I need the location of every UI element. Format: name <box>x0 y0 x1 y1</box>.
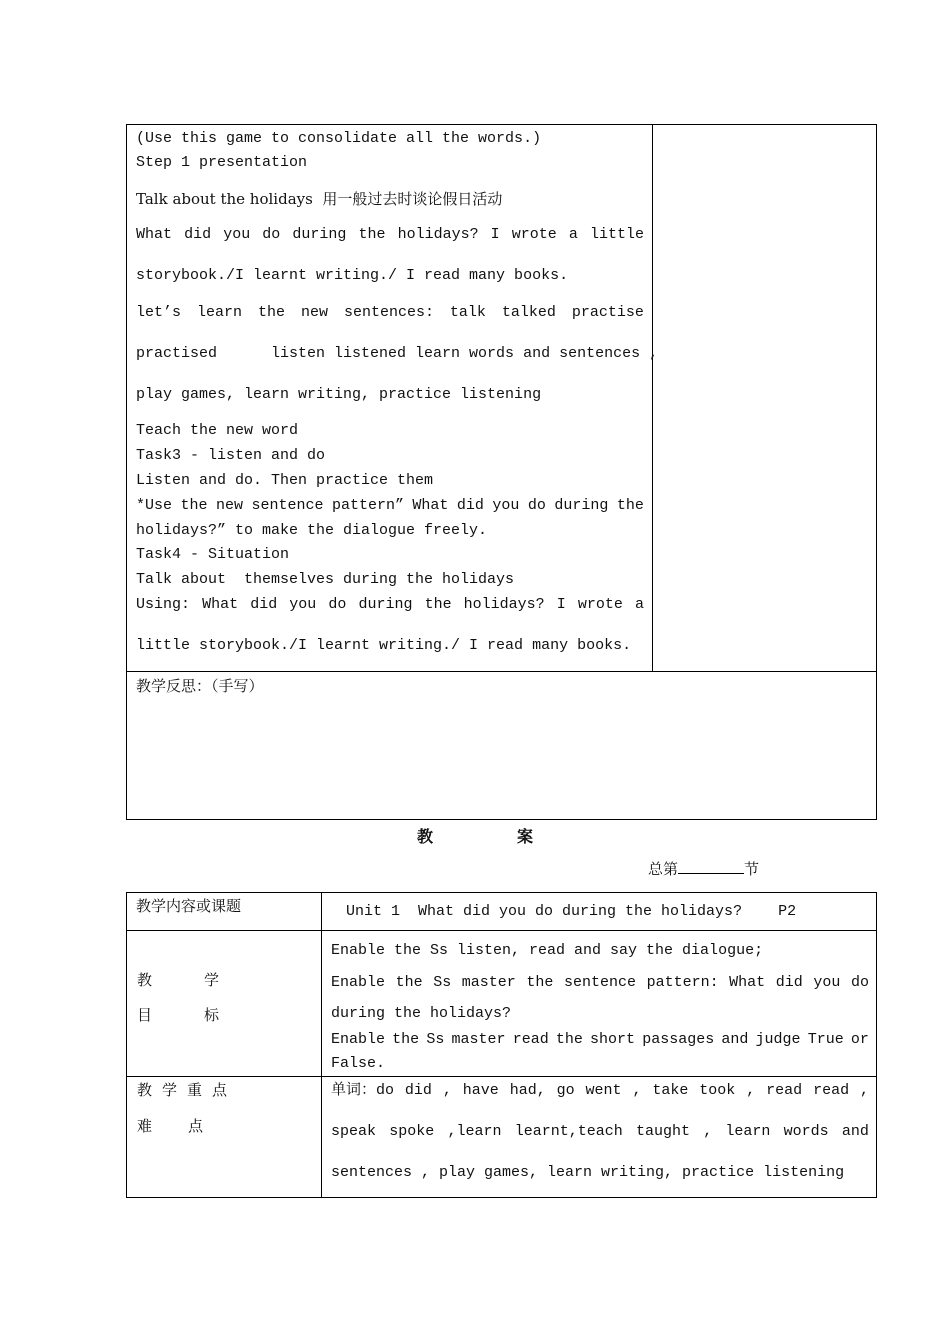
reflection-label: 教学反思：（手写） <box>136 677 264 695</box>
word: during <box>358 596 413 613</box>
counter-suffix: 节 <box>744 860 760 878</box>
topic-label: 教学内容或课题 <box>136 897 242 915</box>
label-char: 教 <box>137 971 153 989</box>
word: pattern: <box>646 974 719 991</box>
plan-line: Talk about themselves during the holidays <box>136 571 515 588</box>
word: did <box>456 497 484 514</box>
plan-line: Task3 - listen and do <box>136 447 326 464</box>
objectives-row <box>127 931 876 1077</box>
lesson-counter <box>648 858 759 879</box>
word: read <box>766 1082 803 1099</box>
page-title <box>0 824 950 844</box>
word: What <box>136 226 173 243</box>
word: the <box>395 974 423 991</box>
word: or <box>850 1031 869 1048</box>
word: and <box>841 1123 869 1140</box>
word: sentences: <box>343 304 434 321</box>
label-char: 教 <box>137 1081 153 1099</box>
word: spoke <box>389 1123 435 1140</box>
word: a <box>634 596 644 613</box>
plan-line: little storybook./I learnt writing./ I read many books. <box>136 637 632 654</box>
word: the <box>616 497 644 514</box>
word: , <box>632 1082 642 1099</box>
plan-line: Task4 - Situation <box>136 546 290 563</box>
word: wrote <box>511 226 557 243</box>
word: you <box>492 497 520 514</box>
word: Using: <box>136 596 191 613</box>
topic-value-cell <box>322 893 876 930</box>
word: 单词：do <box>331 1082 395 1099</box>
plan-line-justified <box>136 304 644 322</box>
label-char: 点 <box>187 1117 203 1135</box>
word: I <box>556 596 566 613</box>
word: the <box>180 497 208 514</box>
reflection-cell <box>127 671 876 819</box>
key-label-line <box>137 1081 227 1099</box>
word: True <box>807 1031 844 1048</box>
counter-prefix: 总第 <box>648 860 679 878</box>
word: Enable <box>331 974 386 991</box>
word: master <box>461 974 516 991</box>
word: What <box>729 974 766 991</box>
topic-label-cell <box>127 893 322 930</box>
word: the <box>424 596 452 613</box>
word: learn <box>196 304 242 321</box>
word: Enable <box>331 1031 386 1048</box>
word: little <box>589 226 644 243</box>
word: ,learn <box>447 1123 502 1140</box>
objectives-label-line <box>137 1006 219 1024</box>
word: judge <box>755 1031 801 1048</box>
topic-value: Unit 1 What did you do during the holidays? P2 <box>346 903 797 920</box>
plan-line-justified <box>136 497 644 515</box>
word: speak <box>331 1123 377 1140</box>
word: short <box>590 1031 636 1048</box>
objective-line: during the holidays? <box>331 1005 512 1022</box>
word: , <box>859 1082 869 1099</box>
word: learn <box>725 1123 771 1140</box>
word: *Use <box>136 497 173 514</box>
objectives-cell <box>322 931 876 1076</box>
word: went <box>585 1082 622 1099</box>
key-points-row <box>127 1077 876 1197</box>
word: have <box>462 1082 499 1099</box>
word: What <box>202 596 239 613</box>
word: the <box>555 1031 583 1048</box>
label-char: 难 <box>137 1117 153 1135</box>
plan-line-justified <box>136 226 644 244</box>
word: took <box>699 1082 736 1099</box>
word: Ss <box>426 1031 445 1048</box>
lesson-info-table <box>126 892 877 1198</box>
plan-line: (Use this game to consolidate all the words.) <box>136 130 542 147</box>
word: , <box>746 1082 756 1099</box>
word: the <box>257 304 285 321</box>
word: sentence <box>251 497 324 514</box>
key-point-line-justified <box>331 1082 869 1100</box>
word: did <box>404 1082 432 1099</box>
plan-line: storybook./I learnt writing./ I read many books. <box>136 267 569 284</box>
title-char: 案 <box>517 827 534 846</box>
word: pattern” <box>331 497 404 514</box>
plan-line: Step 1 presentation <box>136 154 308 171</box>
notes-cell <box>653 125 876 671</box>
word: Ss <box>433 974 452 991</box>
word: talked <box>501 304 556 321</box>
plan-line: play games, learn writing, practice listening <box>136 386 542 403</box>
word: do <box>328 596 347 613</box>
word: had, <box>509 1082 546 1099</box>
word: during <box>292 226 347 243</box>
objectives-label-line <box>137 971 219 989</box>
topic-row <box>127 893 876 931</box>
objective-line: Enable the Ss listen, read and say the dialogue; <box>331 942 764 959</box>
word: taught <box>635 1123 690 1140</box>
word: take <box>652 1082 689 1099</box>
title-char: 教 <box>417 827 434 846</box>
counter-blank <box>678 859 744 874</box>
word: and <box>721 1031 749 1048</box>
key-label-line <box>137 1117 203 1135</box>
label-char: 目 <box>137 1006 153 1024</box>
word: holidays? <box>397 226 479 243</box>
plan-line: holidays?” to make the dialogue freely. <box>136 522 488 539</box>
word: What <box>412 497 449 514</box>
word: words <box>783 1123 829 1140</box>
word: a <box>568 226 578 243</box>
word: let’s <box>136 304 182 321</box>
objective-line: False. <box>331 1055 386 1072</box>
word: did <box>775 974 803 991</box>
plan-line: Teach the new word <box>136 422 299 439</box>
plan-line: Talk about the holidays 用一般过去时谈论假日活动 <box>136 190 503 208</box>
label-char: 学 <box>203 971 219 989</box>
word: practise <box>571 304 644 321</box>
plan-line-justified <box>136 596 644 614</box>
objective-line-justified <box>331 1031 869 1049</box>
word: do <box>262 226 281 243</box>
key-point-line: sentences , play games, learn writing, practice listening <box>331 1164 845 1181</box>
word: master <box>451 1031 506 1048</box>
key-point-line-justified <box>331 1123 869 1141</box>
word: wrote <box>577 596 623 613</box>
key-points-cell <box>322 1077 876 1197</box>
word: read <box>512 1031 549 1048</box>
word: you <box>289 596 317 613</box>
word: , <box>703 1123 713 1140</box>
label-char: 学 <box>161 1081 177 1099</box>
word: the <box>358 226 386 243</box>
word: during <box>554 497 609 514</box>
label-char: 点 <box>211 1081 227 1099</box>
word: do <box>527 497 546 514</box>
word: read <box>813 1082 850 1099</box>
word: new <box>300 304 328 321</box>
word: new <box>215 497 243 514</box>
plan-line: Listen and do. Then practice them <box>136 472 434 489</box>
label-char: 重 <box>186 1081 202 1099</box>
word: do <box>850 974 869 991</box>
word: holidays? <box>463 596 545 613</box>
lesson-plan-table-continued <box>126 124 877 820</box>
word: I <box>490 226 500 243</box>
word: talk <box>449 304 486 321</box>
word: did <box>184 226 212 243</box>
word: learnt,teach <box>514 1123 623 1140</box>
plan-line: practised listen listened learn words and sentences , <box>136 345 659 362</box>
objectives-label-cell <box>127 931 322 1076</box>
word: you <box>223 226 251 243</box>
word: passages <box>642 1031 715 1048</box>
label-char: 标 <box>203 1006 219 1024</box>
word: go <box>556 1082 575 1099</box>
word: did <box>250 596 278 613</box>
objective-line-justified <box>331 974 869 992</box>
word: sentence <box>563 974 636 991</box>
word: , <box>442 1082 452 1099</box>
teaching-steps-cell <box>127 125 659 671</box>
word: the <box>526 974 554 991</box>
word: you <box>813 974 841 991</box>
word: the <box>392 1031 420 1048</box>
key-points-label-cell <box>127 1077 322 1197</box>
